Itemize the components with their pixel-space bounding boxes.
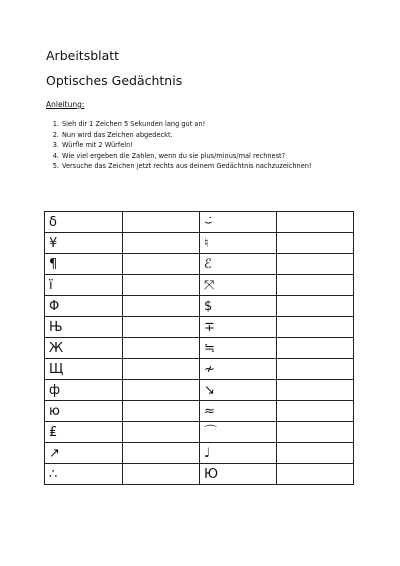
- symbol-cell-left: Щ: [45, 359, 123, 380]
- symbol-table: [44, 211, 354, 485]
- symbol-cell-right: ∓: [200, 317, 277, 338]
- instruction-number: 3.: [52, 141, 59, 150]
- symbol-cell-left: Φ: [45, 296, 123, 317]
- symbol-cell-left: ∴: [45, 464, 123, 485]
- symbol-cell-left: δ: [45, 212, 123, 233]
- symbol-cell-left: ю: [45, 401, 123, 422]
- drawing-cell-right[interactable]: [277, 275, 354, 296]
- drawing-cell-right[interactable]: [277, 317, 354, 338]
- symbol-cell-left: ï: [45, 275, 123, 296]
- symbol-cell-left: ↗: [45, 443, 123, 464]
- symbol-cell-left: ¶: [45, 254, 123, 275]
- symbol-cell-right: ≁: [200, 359, 277, 380]
- symbol-cell-right: ≒: [200, 338, 277, 359]
- symbol-cell-left: Њ: [45, 317, 123, 338]
- instruction-list: [46, 119, 312, 172]
- instruction-text: Versuche das Zeichen jetzt rechts aus deinem Gedächtnis nachzuzeichnen!: [62, 162, 312, 171]
- symbol-row: [45, 401, 354, 422]
- drawing-cell-left[interactable]: [123, 338, 200, 359]
- symbol-row: [45, 464, 354, 485]
- symbol-table-body: [45, 212, 354, 485]
- symbol-row: [45, 317, 354, 338]
- drawing-cell-left[interactable]: [123, 296, 200, 317]
- drawing-cell-left[interactable]: [123, 233, 200, 254]
- symbol-row: [45, 422, 354, 443]
- drawing-cell-left[interactable]: [123, 422, 200, 443]
- drawing-cell-left[interactable]: [123, 359, 200, 380]
- instruction-text: Sieh dir 1 Zeichen 5 Sekunden lang gut an!: [62, 120, 206, 128]
- symbol-row: [45, 233, 354, 254]
- symbol-cell-left: ¥: [45, 233, 123, 254]
- symbol-row: [45, 275, 354, 296]
- instructions-label: Anleitung:: [46, 100, 85, 109]
- symbol-cell-right: Ю: [200, 464, 277, 485]
- instruction-item: [46, 151, 312, 162]
- symbol-cell-right: ℰ: [200, 254, 277, 275]
- drawing-cell-right[interactable]: [277, 359, 354, 380]
- symbol-cell-left: Ж: [45, 338, 123, 359]
- instruction-item: [46, 161, 312, 172]
- instruction-number: 1.: [52, 120, 59, 128]
- drawing-cell-right[interactable]: [277, 338, 354, 359]
- drawing-cell-left[interactable]: [123, 275, 200, 296]
- symbol-row: [45, 380, 354, 401]
- drawing-cell-right[interactable]: [277, 254, 354, 275]
- drawing-cell-right[interactable]: [277, 380, 354, 401]
- drawing-cell-left[interactable]: [123, 212, 200, 233]
- drawing-cell-right[interactable]: [277, 464, 354, 485]
- symbol-cell-right: ⌣̇: [200, 212, 277, 233]
- worksheet-title: Arbeitsblatt: [46, 48, 120, 63]
- drawing-cell-right[interactable]: [277, 443, 354, 464]
- drawing-cell-left[interactable]: [123, 254, 200, 275]
- drawing-cell-right[interactable]: [277, 296, 354, 317]
- drawing-cell-left[interactable]: [123, 317, 200, 338]
- worksheet-subtitle: Optisches Gedächtnis: [46, 73, 183, 88]
- symbol-row: [45, 212, 354, 233]
- symbol-row: [45, 338, 354, 359]
- drawing-cell-right[interactable]: [277, 422, 354, 443]
- instruction-number: 5.: [52, 162, 59, 171]
- drawing-cell-right[interactable]: [277, 233, 354, 254]
- symbol-cell-left: ф: [45, 380, 123, 401]
- instruction-text: Wie viel ergeben die Zahlen, wenn du sie plus/minus/mal rechnest?: [62, 151, 286, 160]
- symbol-row: [45, 359, 354, 380]
- drawing-cell-left[interactable]: [123, 380, 200, 401]
- symbol-cell-right: ♮: [200, 233, 277, 254]
- symbol-row: [45, 296, 354, 317]
- instruction-item: [46, 119, 312, 130]
- drawing-cell-left[interactable]: [123, 401, 200, 422]
- instruction-text: Nun wird das Zeichen abgedeckt.: [62, 130, 173, 139]
- drawing-cell-right[interactable]: [277, 401, 354, 422]
- drawing-cell-left[interactable]: [123, 464, 200, 485]
- symbol-row: [45, 443, 354, 464]
- symbol-cell-right: $: [200, 296, 277, 317]
- symbol-row: [45, 254, 354, 275]
- symbol-cell-right: ⌒: [200, 422, 277, 443]
- symbol-cell-right: ♩: [200, 443, 277, 464]
- symbol-cell-right: ↘: [200, 380, 277, 401]
- instruction-number: 4.: [52, 151, 59, 160]
- instruction-item: [46, 140, 312, 151]
- instruction-text: Würfle mit 2 Würfeln!: [62, 141, 133, 150]
- drawing-cell-right[interactable]: [277, 212, 354, 233]
- symbol-cell-right: ≈: [200, 401, 277, 422]
- instruction-item: [46, 130, 312, 141]
- symbol-cell-left: ₤: [45, 422, 123, 443]
- drawing-cell-left[interactable]: [123, 443, 200, 464]
- symbol-cell-right: ⤧: [200, 275, 277, 296]
- instruction-number: 2.: [52, 130, 59, 139]
